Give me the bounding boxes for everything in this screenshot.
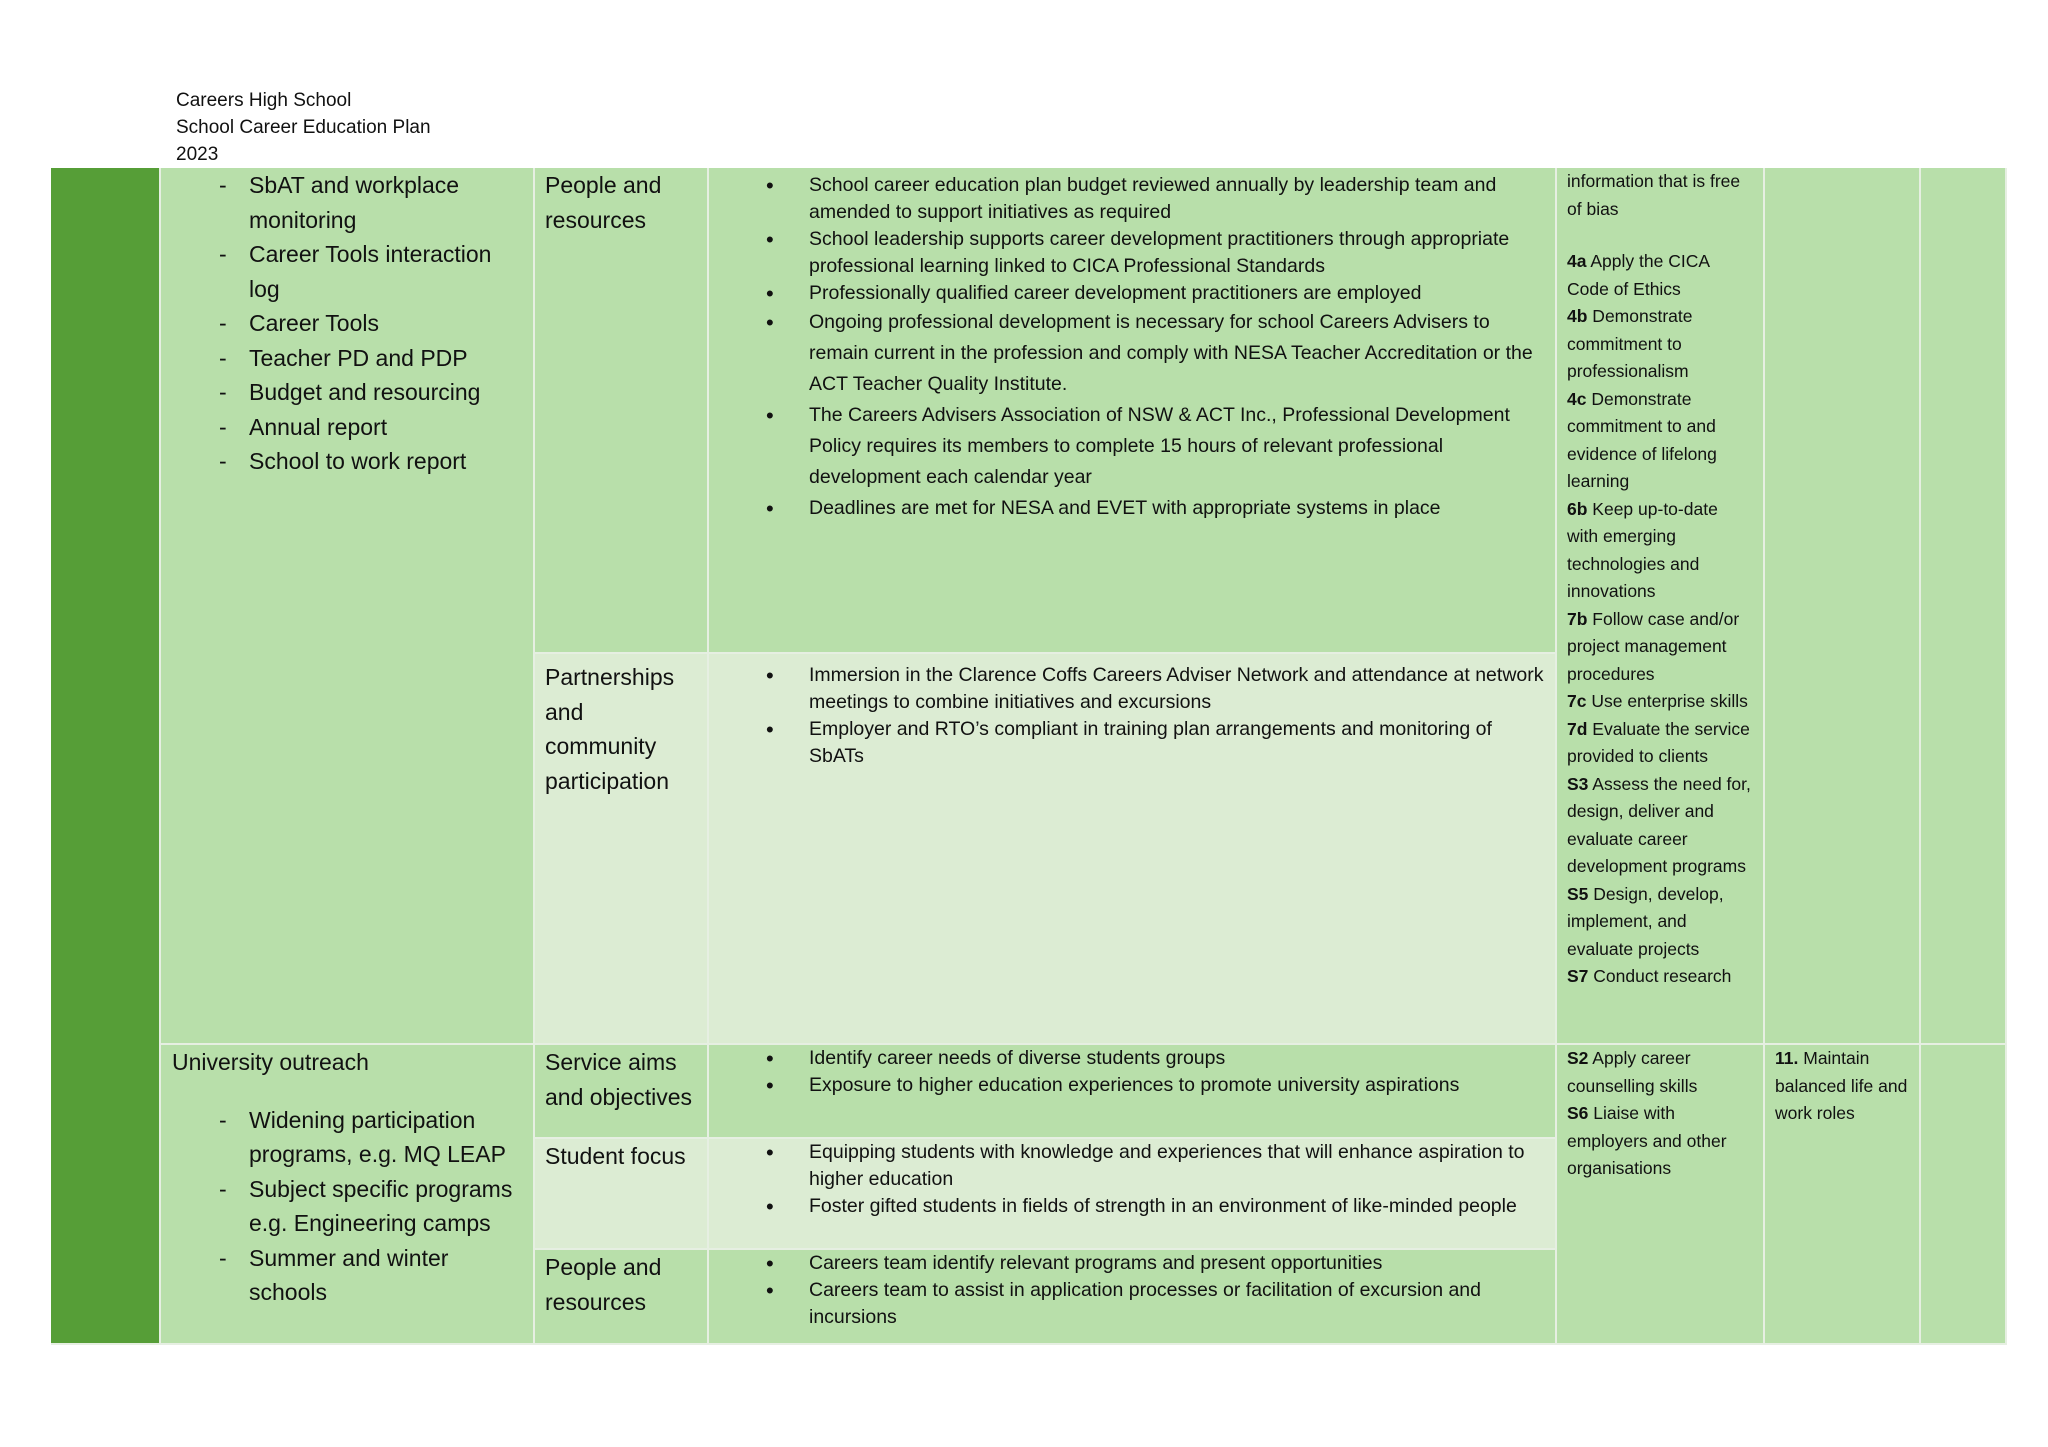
strategy-item: • Exposure to higher education experiences to promote university aspirations: [709, 1072, 1547, 1099]
strategy-item: • Employer and RTO’s compliant in training plan arrangements and monitoring of SbATs: [709, 716, 1547, 770]
strategies-cell: [709, 168, 1557, 654]
standard-code: 4c: [1567, 388, 1587, 409]
strategy-item: • School leadership supports career development practitioners through appropriate professional learning linked to CICA Professional Standards: [709, 226, 1547, 280]
standard-item: [1567, 496, 1753, 606]
notes-cell-row2: [1921, 1045, 2007, 1345]
standard-text: Conduct research: [1588, 966, 1732, 986]
focus-area-cell: [535, 654, 709, 1045]
blueprint-item: [1775, 1045, 1909, 1128]
blueprint-cell-row1: [1765, 168, 1921, 1045]
standard-text: Demonstrate commitment to and evidence of lifelong learning: [1567, 388, 1717, 491]
strategy-item: • Professionally qualified career development practitioners are employed: [709, 280, 1547, 307]
standard-item: [1567, 771, 1753, 881]
evidence-item: - Subject specific programs e.g. Engineering camps: [161, 1172, 523, 1241]
standard-text: Liaise with employers and other organisations: [1567, 1103, 1727, 1178]
standard-item: [1567, 963, 1753, 991]
standard-code: S2: [1567, 1048, 1589, 1068]
document-header: [176, 87, 431, 168]
focus-area-label: People and resources: [545, 172, 662, 233]
focus-area-cell: [535, 1139, 709, 1250]
strategy-list: [709, 172, 1547, 524]
strategy-list: [709, 1250, 1547, 1331]
strategy-item: • The Careers Advisers Association of NSW & ACT Inc., Professional Development Policy requires its members to complete 15 hours of relevant professional development each calendar year: [709, 400, 1547, 493]
evidence-list: [161, 1103, 523, 1310]
standard-code: S3: [1567, 773, 1589, 794]
standard-code: 4a: [1567, 251, 1587, 271]
standard-item: [1567, 688, 1753, 716]
plan-year: 2023: [176, 144, 219, 165]
standard-text: Use enterprise skills: [1586, 691, 1748, 711]
standard-text: Demonstrate commitment to professionalism: [1567, 306, 1693, 381]
evidence-item: - Widening participation programs, e.g. MQ LEAP: [161, 1103, 523, 1172]
strategy-list: [709, 662, 1547, 770]
focus-area-label: Partnerships and community participation: [545, 664, 675, 794]
evidence-item: - Career Tools interaction log: [161, 237, 523, 306]
standard-code: 7b: [1567, 608, 1588, 629]
focus-area-cell: [535, 168, 709, 654]
school-name: Careers High School: [176, 90, 352, 111]
focus-area-label: Student focus: [545, 1143, 686, 1169]
strategy-item: • Identify career needs of diverse students groups: [709, 1045, 1547, 1072]
strategy-item: • Ongoing professional development is necessary for school Careers Advisers to remain current in the profession and comply with NESA Teacher Accreditation or the ACT Teacher Quality Institute.: [709, 307, 1547, 400]
plan-title: School Career Education Plan: [176, 117, 431, 138]
focus-area-cell: [535, 1250, 709, 1345]
strategy-item: • Immersion in the Clarence Coffs Careers Adviser Network and attendance at network meetings to combine initiatives and excursions: [709, 662, 1547, 716]
evidence-item: - SbAT and workplace monitoring: [161, 168, 523, 237]
evidence-cell-row1: [161, 168, 535, 1045]
standard-text: Keep up-to-date with emerging technologies and innovations: [1567, 498, 1718, 601]
standards-lead: information that is free of bias: [1567, 171, 1741, 219]
strategies-cell: [709, 1139, 1557, 1250]
focus-area-cell: [535, 1045, 709, 1139]
standard-item: [1567, 881, 1753, 964]
strategy-list: [709, 1045, 1547, 1099]
standard-text: Apply the CICA Code of Ethics: [1567, 251, 1710, 299]
evidence-list: [161, 168, 533, 479]
strategies-cell: [709, 1250, 1557, 1345]
blueprint-cell-row2: [1765, 1045, 1921, 1345]
focus-area-label: Service aims and objectives: [545, 1049, 693, 1110]
strategy-list: [709, 1139, 1547, 1220]
standard-text: Apply career counselling skills: [1567, 1048, 1698, 1096]
evidence-item: - Career Tools: [161, 306, 523, 341]
evidence-item: - Budget and resourcing: [161, 375, 523, 410]
standard-item: [1567, 248, 1753, 303]
strategy-item: • Careers team to assist in application processes or facilitation of excursion and incursions: [709, 1277, 1547, 1331]
standard-item: [1567, 606, 1753, 689]
standard-code: 7c: [1567, 691, 1587, 711]
standard-text: Assess the need for, design, deliver and evaluate career development programs: [1567, 773, 1751, 876]
standard-item: [1567, 1045, 1753, 1100]
strategy-item: • Careers team identify relevant programs and present opportunities: [709, 1250, 1547, 1277]
standard-text: Follow case and/or project management procedures: [1567, 608, 1740, 684]
standard-code: 6b: [1567, 498, 1588, 519]
standard-code: 4b: [1567, 306, 1588, 326]
blueprint-text: Maintain balanced life and work roles: [1775, 1048, 1908, 1123]
program-title: University outreach: [172, 1049, 369, 1075]
standard-item: [1567, 1100, 1753, 1183]
strategy-item: • School career education plan budget reviewed annually by leadership team and amended to support initiatives as required: [709, 172, 1547, 226]
standard-code: S7: [1567, 966, 1589, 986]
standard-text: Design, develop, implement, and evaluate projects: [1567, 883, 1724, 959]
focus-area-label: People and resources: [545, 1254, 662, 1315]
standards-cell-row2: [1557, 1045, 1765, 1345]
blueprint-code: 11.: [1775, 1048, 1799, 1068]
standard-code: S6: [1567, 1103, 1589, 1123]
standard-item: [1567, 716, 1753, 771]
strategy-item: • Foster gifted students in fields of strength in an environment of like-minded people: [709, 1193, 1547, 1220]
notes-cell-row1: [1921, 168, 2007, 1045]
strategy-item: • Deadlines are met for NESA and EVET with appropriate systems in place: [709, 493, 1547, 524]
evidence-cell-row2: [161, 1045, 535, 1345]
evidence-item: - School to work report: [161, 444, 523, 479]
evidence-item: - Annual report: [161, 410, 523, 445]
standard-code: 7d: [1567, 718, 1588, 739]
evidence-item: - Teacher PD and PDP: [161, 341, 523, 376]
row-label-cell: [51, 168, 161, 1345]
evidence-item: - Summer and winter schools: [161, 1241, 523, 1310]
standard-text: Evaluate the service provided to clients: [1567, 718, 1750, 766]
standard-item: [1567, 303, 1753, 386]
standards-cell-row1: [1557, 168, 1765, 1045]
strategies-cell: [709, 654, 1557, 1045]
strategy-item: • Equipping students with knowledge and experiences that will enhance aspiration to higher education: [709, 1139, 1547, 1193]
standard-item: [1567, 386, 1753, 496]
strategies-cell: [709, 1045, 1557, 1139]
standard-code: S5: [1567, 883, 1589, 904]
